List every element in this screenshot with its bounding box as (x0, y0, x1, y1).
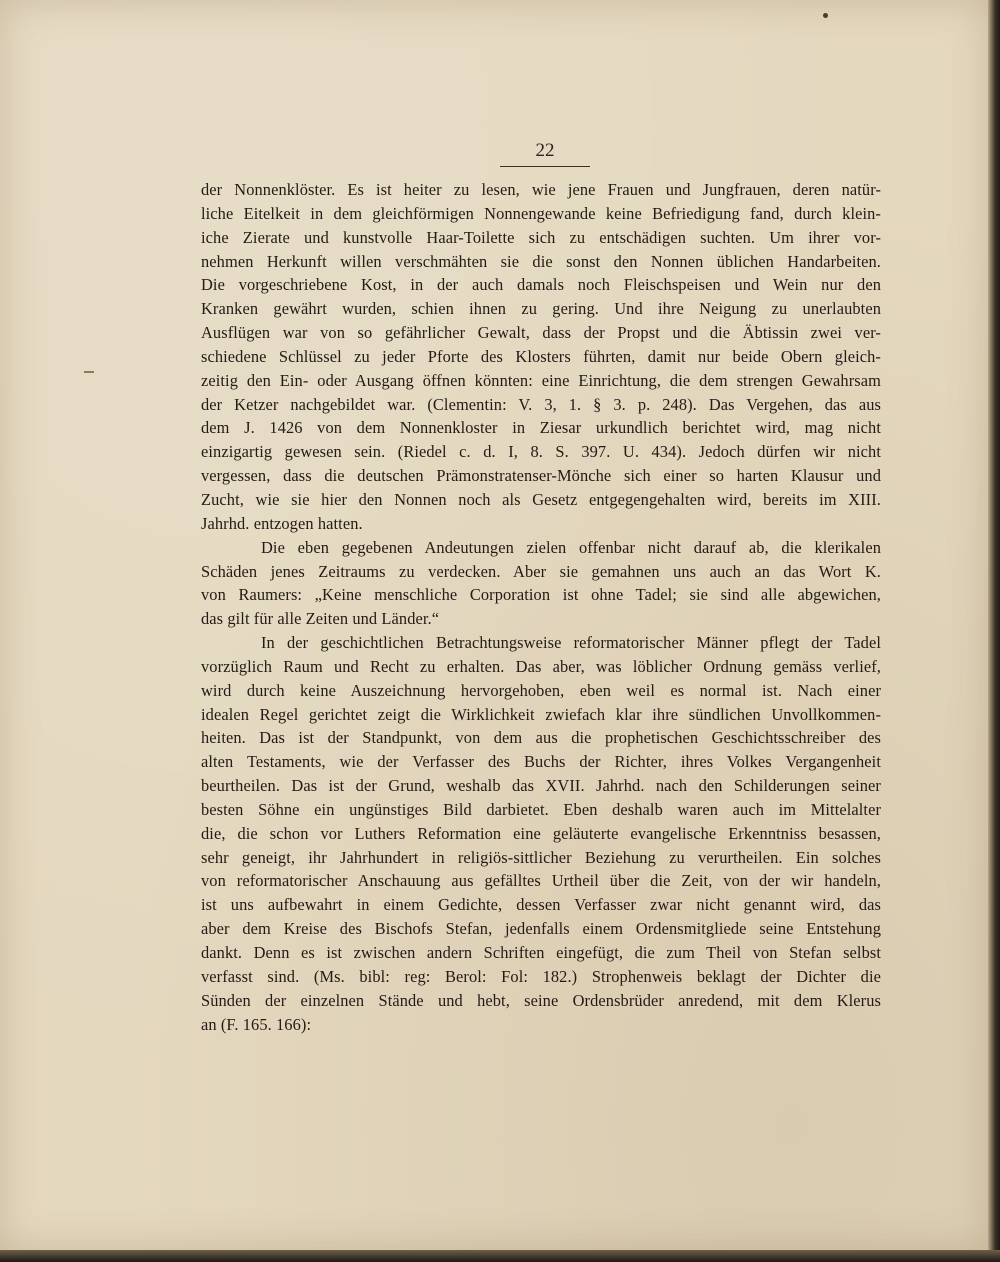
text-line: Kranken gewährt wurden, schien ihnen zu gering. Und ihre Neigung zu unerlaubten (201, 299, 881, 319)
text-line: verfasst sind. (Ms. bibl: reg: Berol: Fol: 182.) Strophenweis beklagt der Dichter die (201, 966, 881, 986)
text-line: besten Söhne ein ungünstiges Bild darbietet. Eben deshalb waren auch im Mittelalter (201, 799, 881, 819)
text-line: dem J. 1426 von dem Nonnenkloster in Ziesar urkundlich berichtet wird, mag nicht (201, 418, 881, 438)
text-line: alten Testaments, wie der Verfasser des Buchs der Richter, ihres Volkes Vergangenheit (201, 752, 881, 772)
text-line: aber dem Kreise des Bischofs Stefan, jedenfalls einem Ordensmitgliede seine Entstehung (201, 919, 881, 939)
book-binding-edge (988, 0, 1000, 1262)
text-line: In der geschichtlichen Betrachtungsweise reformatorischer Männer pflegt der Tadel (261, 633, 881, 653)
text-line: Die eben gegebenen Andeutungen zielen offenbar nicht darauf ab, die klerikalen (261, 537, 881, 557)
text-line: iche Zierate und kunstvolle Haar-Toilette sich zu entschädigen suchten. Um ihrer vor- (201, 227, 881, 247)
text-line: von Raumers: „Keine menschliche Corporation ist ohne Tadel; sie sind alle abgewichen, (201, 585, 881, 605)
text-line: wird durch keine Auszeichnung hervorgehoben, eben weil es normal ist. Nach einer (201, 680, 881, 700)
page-bottom-edge (0, 1250, 1000, 1262)
margin-mark (84, 371, 94, 373)
text-line: vorzüglich Raum und Recht zu erhalten. Das aber, was löblicher Ordnung gemäss verlief, (201, 656, 881, 676)
text-line: sehr geneigt, ihr Jahrhundert in religiös-sittlicher Beziehung zu verurtheilen. Ein solches (201, 847, 881, 867)
paragraph-2 (201, 536, 881, 631)
paragraph-3 (201, 631, 881, 1036)
text-line: nehmen Herkunft willen verschmähten sie die sonst den Nonnen üblichen Handarbeiten. (201, 251, 881, 271)
text-line: Jahrhd. entzogen hatten. (201, 513, 363, 533)
text-line: idealen Regel gerichtet zeigt die Wirklichkeit zwiefach klar ihre sündlichen Unvollkommen- (201, 704, 881, 724)
text-line: Schäden jenes Zeitraums zu verdecken. Aber sie gemahnen uns auch an das Wort K. (201, 561, 881, 581)
text-line: heiten. Das ist der Standpunkt, von dem aus die prophetischen Geschichtsschreiber des (201, 728, 881, 748)
page-number: 22 (500, 140, 590, 167)
text-line: dankt. Denn es ist zwischen andern Schriften eingefügt, die zum Theil von Stefan selbst (201, 943, 881, 962)
text-line: schiedene Schlüssel zu jeder Pforte des Klosters führten, damit nur beide Obern gleich- (201, 346, 881, 366)
text-line: vergessen, dass die deutschen Prämonstratenser-Mönche sich einer so harten Klausur und (201, 466, 881, 486)
text-line: zeitig den Ein- oder Ausgang öffnen könnten: eine Einrichtung, die dem strengen Gewahrsam (201, 370, 881, 390)
text-line: ist uns aufbewahrt in einem Gedichte, dessen Verfasser zwar nicht genannt wird, das (201, 895, 881, 915)
text-line: an (F. 165. 166): (201, 1014, 312, 1034)
paragraph-1 (201, 178, 881, 536)
text-line: Sünden der einzelnen Stände und hebt, seine Ordensbrüder anredend, mit dem Klerus (201, 990, 881, 1010)
ink-speck (823, 13, 828, 18)
text-line: der Nonnenklöster. Es ist heiter zu lesen, wie jene Frauen und Jungfrauen, deren natür- (201, 180, 881, 199)
text-line: die, die schon vor Luthers Reformation eine geläuterte evangelische Erkenntniss besassen, (201, 823, 881, 843)
text-line: Die vorgeschriebene Kost, in der auch damals noch Fleischspeisen und Wein nur den (201, 275, 881, 295)
text-line: der Ketzer nachgebildet war. (Clementin: V. 3, 1. § 3. p. 248). Das Vergehen, das aus (201, 394, 881, 414)
text-line: von reformatorischer Anschauung aus gefälltes Urtheil über die Zeit, von der wir handeln, (201, 871, 881, 891)
text-line: beurtheilen. Das ist der Grund, weshalb das XVII. Jahrhd. nach den Schilderungen seiner (201, 776, 881, 796)
text-line: das gilt für alle Zeiten und Länder.“ (201, 609, 440, 629)
text-line: liche Eitelkeit in dem gleichförmigen Nonnengewande keine Befriedigung fand, durch klein- (201, 203, 881, 223)
text-line: einzigartig gewesen sein. (Riedel c. d. I, 8. S. 397. U. 434). Jedoch dürfen wir nicht (201, 442, 881, 462)
body-text (201, 178, 881, 1036)
text-line: Ausflügen war von so gefährlicher Gewalt, dass der Propst und die Äbtissin zwei ver- (201, 323, 881, 343)
text-line: Zucht, wie sie hier den Nonnen noch als Gesetz entgegengehalten wird, bereits im XIII. (201, 489, 881, 509)
